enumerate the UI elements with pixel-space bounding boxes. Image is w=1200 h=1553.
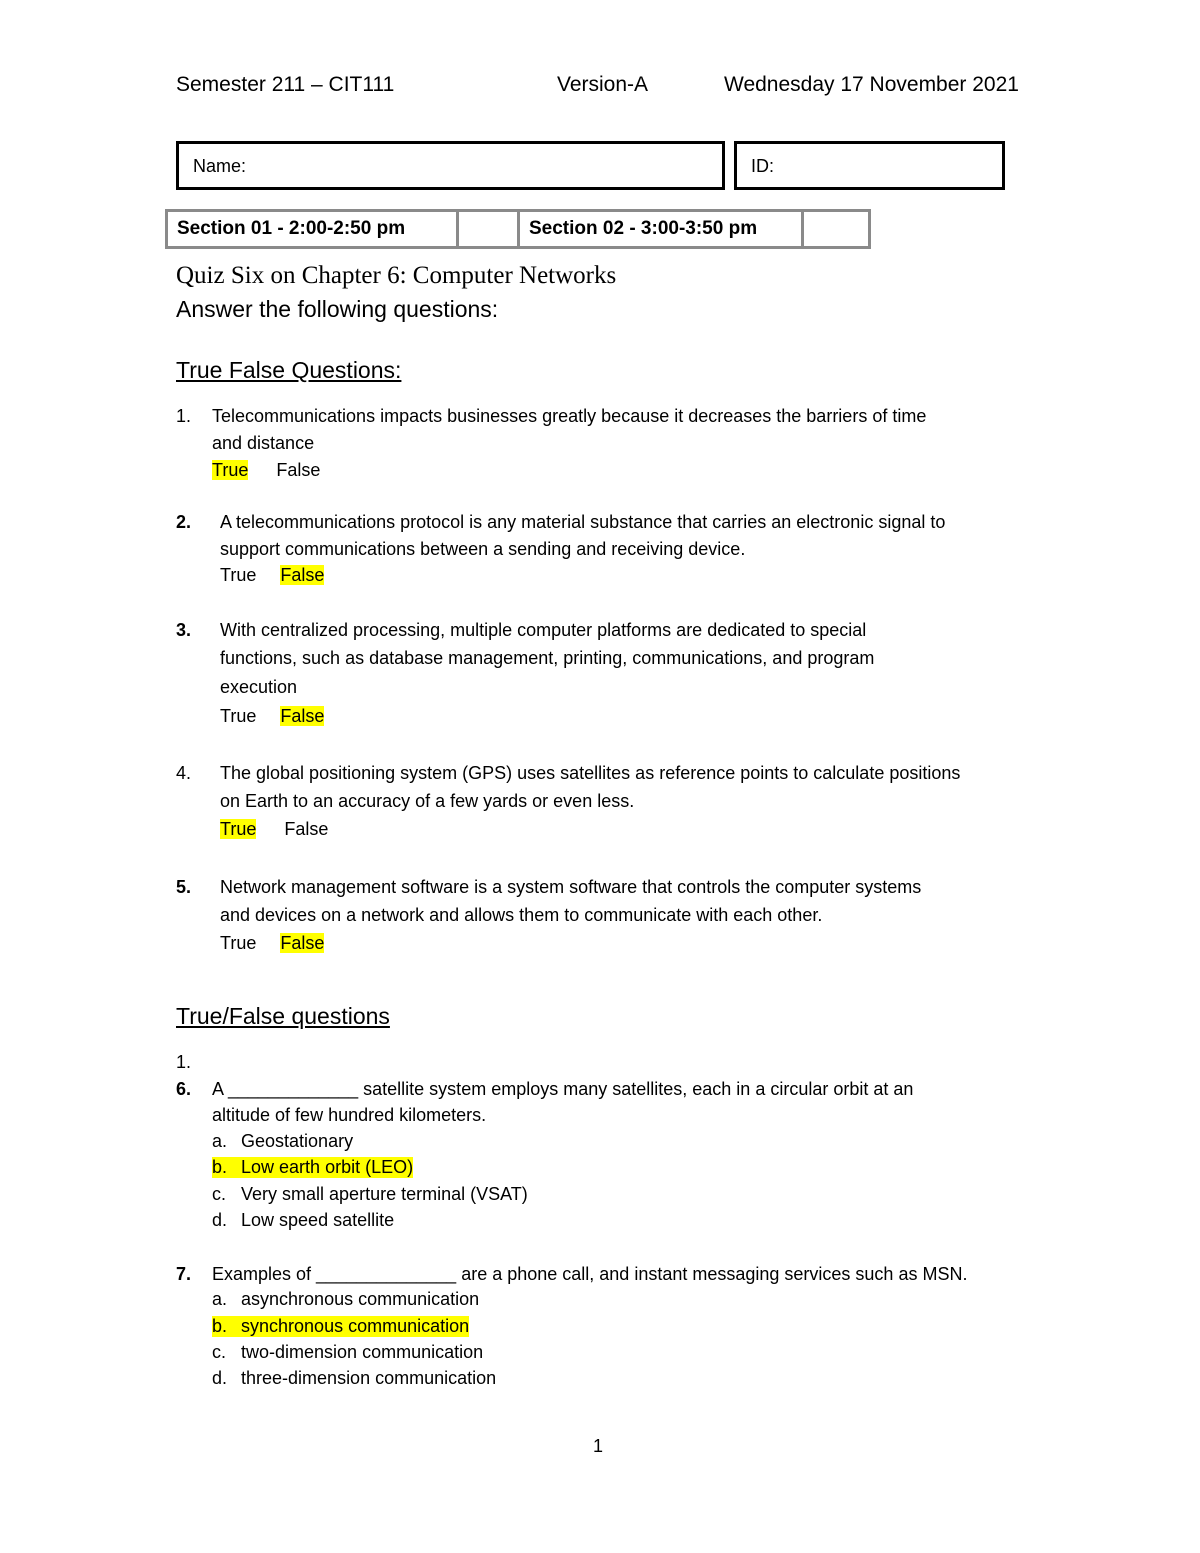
q2-text-line1: A telecommunications protocol is any material substance that carries an electronic signal to [220,512,946,532]
q1-false-option[interactable]: False [276,460,321,480]
q2-false-option[interactable]: False [280,565,325,585]
q2-text-line2: support communications between a sending and receiving device. [220,539,746,559]
q7-option-c-letter: c. [212,1342,227,1362]
name-label: Name: [193,156,247,176]
q7-option-a-text: asynchronous communication [241,1289,480,1309]
q3-text-line2: functions, such as database management, printing, communications, and program [220,648,875,668]
q3-true-option[interactable]: True [220,706,257,726]
section1-checkbox[interactable] [459,212,520,246]
q1-answers [212,457,320,484]
q1-number: 1. [176,406,192,426]
q6-text-line2: altitude of few hundred kilometers. [212,1105,487,1125]
section2-label: Section 02 - 3:00-3:50 pm [520,212,804,246]
q7-option-a[interactable] [212,1289,479,1310]
q6-option-a[interactable] [212,1131,353,1152]
q6-option-a-letter: a. [212,1131,228,1151]
q7-option-c[interactable] [212,1342,483,1363]
q1-true-option[interactable]: True [212,460,249,480]
mc-heading: True/False questions [176,1003,390,1029]
header-version: Version-A [557,73,649,96]
q6-option-c-text: Very small aperture terminal (VSAT) [241,1184,528,1204]
q1-text-line2: and distance [212,433,315,453]
q6-option-c[interactable] [212,1184,528,1205]
q4-true-option[interactable]: True [220,819,257,839]
q3-false-option[interactable]: False [280,706,325,726]
name-field[interactable] [176,141,725,190]
id-field[interactable] [734,141,1005,190]
q6-option-b-letter: b. [212,1157,228,1177]
q3-text-line1: With centralized processing, multiple computer platforms are dedicated to special [220,620,867,640]
q5-text-line2: and devices on a network and allows them to communicate with each other. [220,905,823,925]
q3-number: 3. [176,620,192,640]
q4-text-line2: on Earth to an accuracy of a few yards or even less. [220,791,635,811]
q2-true-option[interactable]: True [220,565,257,585]
q5-true-option[interactable]: True [220,933,257,953]
quiz-title: Quiz Six on Chapter 6: Computer Networks [176,262,617,289]
tf-heading: True False Questions: [176,357,402,383]
q2-number: 2. [176,512,192,532]
q6-number: 6. [176,1079,192,1099]
q2-answers [220,562,324,589]
q3-answers [220,703,324,730]
section1-label: Section 01 - 2:00-2:50 pm [168,212,459,246]
q7-text-line1: Examples of ______________ are a phone call, and instant messaging services such as MSN. [212,1264,968,1284]
q6-option-b-text: Low earth orbit (LEO) [241,1157,414,1177]
q6-text-line1: A _____________ satellite system employs many satellites, each in a circular orbit at an [212,1079,914,1099]
q7-option-b[interactable] [212,1316,469,1337]
q7-option-d-text: three-dimension communication [241,1368,497,1388]
q7-option-b-text: synchronous communication [241,1316,470,1336]
q7-option-b-letter: b. [212,1316,228,1336]
page-number: 1 [593,1436,604,1456]
q6-option-d-text: Low speed satellite [241,1210,395,1230]
q6-option-b[interactable] [212,1157,413,1178]
section2-checkbox[interactable] [804,212,868,246]
q5-answers [220,930,324,957]
q6-option-d[interactable] [212,1210,394,1231]
q7-option-d[interactable] [212,1368,496,1389]
q7-option-c-text: two-dimension communication [241,1342,484,1362]
mc-stray-number: 1. [176,1052,192,1072]
q5-false-option[interactable]: False [280,933,325,953]
q5-text-line1: Network management software is a system software that controls the computer systems [220,877,922,897]
q4-answers [220,816,328,843]
q4-false-option[interactable]: False [284,819,329,839]
header-date: Wednesday 17 November 2021 [724,73,1019,96]
instructions: Answer the following questions: [176,296,499,322]
q4-text-line1: The global positioning system (GPS) uses satellites as reference points to calculate positions [220,763,961,783]
q4-number: 4. [176,763,192,783]
q7-option-a-letter: a. [212,1289,228,1309]
q7-number: 7. [176,1264,192,1284]
q6-option-c-letter: c. [212,1184,227,1204]
header-semester: Semester 211 – CIT111 [176,73,395,96]
q5-number: 5. [176,877,192,897]
q7-option-d-letter: d. [212,1368,228,1388]
q1-text-line1: Telecommunications impacts businesses greatly because it decreases the barriers of time [212,406,927,426]
q6-option-d-letter: d. [212,1210,228,1230]
section-table [165,209,871,249]
id-label: ID: [751,156,775,176]
q6-option-a-text: Geostationary [241,1131,354,1151]
q3-text-line3: execution [220,677,298,697]
